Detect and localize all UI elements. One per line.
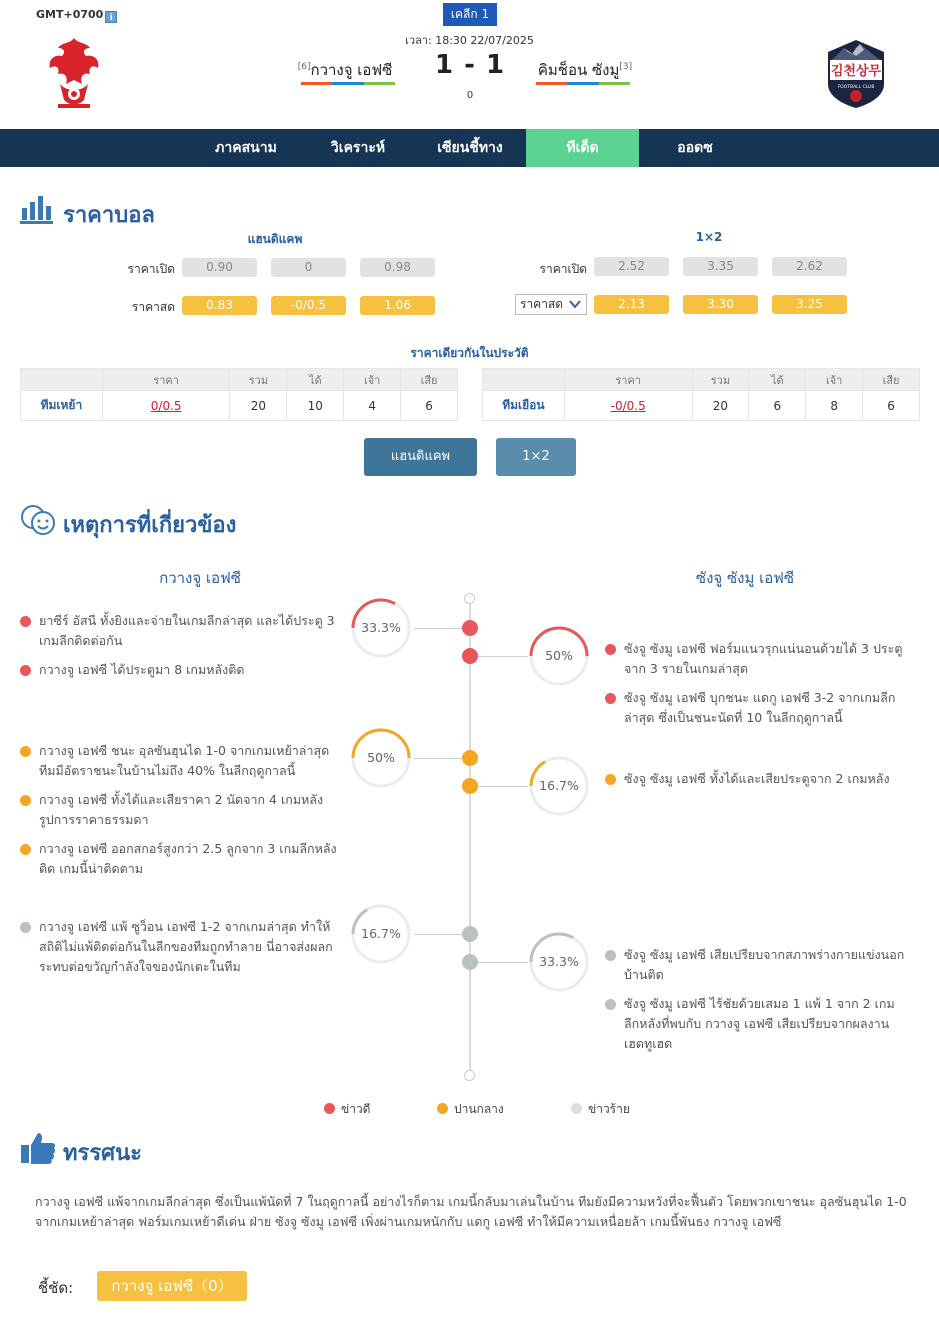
connector (478, 962, 528, 963)
nav-tab-2[interactable]: เซียนชี้ทาง (437, 140, 503, 156)
away-logo-subtext: FOOTBALL CLUB (837, 85, 875, 90)
connector (414, 934, 462, 935)
connector (414, 628, 462, 629)
home-bad-gauge: 16.7% (350, 903, 412, 965)
timeline-node (462, 750, 478, 766)
history-title: ราคาเดียวกันในประวัติ (410, 346, 529, 360)
home-team-logo (40, 34, 108, 112)
table-row (21, 391, 458, 421)
events-away-team: ซังจู ซังมู เอฟซี (695, 569, 795, 587)
team-cell: ทีมเหย้า (21, 391, 103, 421)
draw-cell: 8 (806, 391, 863, 421)
handicap-title: แฮนดิแคพ (247, 232, 303, 246)
connector (414, 758, 462, 759)
list-item: ซังจู ซังมู เอฟซี บุกชนะ แดกู เอฟซี 3-2 จากเกมลีกล่าสุด ซึ่งเป็นชนะนัดที่ 10 ในลีกฤดูกาลนี้ (605, 688, 905, 728)
draw-cell: 4 (344, 391, 401, 421)
onextwo-open-away: 2.62 (772, 257, 847, 276)
list-item: กวางจู เอฟซี ออกสกอร์สูงกว่า 2.5 ลูกจาก 3 เกมลีกหลังติด เกมนี้น่าติดตาม (20, 839, 340, 879)
opinion-text: กวางจู เอฟซี แพ้จากเกมลีกล่าสุด ซึ่งเป็นแพ้นัดที่ 7 ในฤดูกาลนี้ อย่างไรก็ตาม เกมนี้กลับมาเล่นในบ้าน ทีมยังมีความหวังที่จะฟื้นตัว โดยพวกเขาชนะ อุลซันฮุนได 1-0 จากเกมเหย้าล่าสุด ฟอร์มเกมเหย้าดีเด่น ฝ่าย ซังจู ซังมู เอฟซี เพิ่งผ่านเกมหนักกับ แดกู เอฟซี ทำให้มีความเหนื่อยล้า เกมนี้พันธง กวางจู เอฟซี (35, 1194, 907, 1229)
odds-link[interactable]: -0/0.5 (564, 391, 692, 421)
table-header: ได้ (749, 369, 806, 391)
away-good-gauge: 50% (528, 625, 590, 687)
nav-tab-3[interactable]: ทีเด็ด (526, 129, 639, 167)
pick-badge: กวางจู เอฟซี（0） (97, 1271, 247, 1301)
timeline-end (464, 1070, 475, 1081)
onextwo-open-label: ราคาเปิด (539, 262, 587, 276)
legend-good: ข่าวดี (324, 1100, 370, 1119)
handicap-button[interactable]: แฮนดิแคพ (364, 438, 477, 476)
table-header: เสีย (401, 369, 458, 391)
league-badge[interactable]: เคลีก 1 (443, 3, 497, 26)
bar-chart-icon (20, 196, 54, 224)
table-header: รวม (230, 369, 287, 391)
loss-cell: 6 (863, 391, 920, 421)
table-header: ราคา (564, 369, 692, 391)
odds-link[interactable]: 0/0.5 (102, 391, 230, 421)
handicap-live-line: -0/0.5 (271, 296, 346, 315)
timeline-node (462, 926, 478, 942)
timeline-line (469, 597, 471, 1075)
timeline-node (462, 648, 478, 664)
list-item: กวางจู เอฟซี แพ้ ซูว็อน เอฟซี 1-2 จากเกมล่าสุด ทำให้สถิติไม่แพ้ติดต่อกันในลีกของทีมถูกทำลาย นี่อาจส่งผลกระทบต่อขวัญกำลังใจของนักเตะในทีม (20, 917, 340, 977)
list-item: ยาซีร์ อัสนี ทั้งยิงและจ่ายในเกมลีกล่าสุด และได้ประตู 3 เกมลีกติดต่อกัน (20, 611, 340, 651)
odds-type-select[interactable]: ราคาสด (515, 294, 587, 315)
list-item: กวางจู เอฟซี ชนะ อุลซันฮุนได 1-0 จากเกมเหย้าล่าสุด ทีมมีอัตราชนะในบ้านไม่ถึง 40% ในลีกฤดูกาลนี้ (20, 741, 340, 781)
odds-section-title: ราคาบอล (63, 203, 155, 228)
half-time-score: 0 (466, 90, 474, 101)
connector (478, 786, 528, 787)
onextwo-live-home: 2.13 (594, 295, 669, 314)
match-score: 1 - 1 (434, 50, 506, 80)
table-header (483, 369, 565, 391)
pick-label: ชี้ชัด: (38, 1279, 74, 1297)
onextwo-live-draw: 3.30 (683, 295, 758, 314)
opinion-section-title: ทรรศนะ (63, 1141, 142, 1166)
history-table-away (482, 368, 920, 421)
timeline-node (462, 620, 478, 636)
list-item: ซังจู ซังมู เอฟซี เสียเปรียบจากสภาพร่างกายแข่งนอกบ้านติด (605, 945, 905, 985)
legend-neutral: ปานกลาง (437, 1100, 504, 1119)
onextwo-live-away: 3.25 (772, 295, 847, 314)
win-cell: 6 (749, 391, 806, 421)
list-item: กวางจู เอฟซี ทั้งได้และเสียราคา 2 นัดจาก 4 เกมหลังรูปการราคาธรรมดา (20, 790, 340, 830)
away-team-name[interactable]: คิมช็อน ซังมู[3] (537, 61, 633, 79)
home-neutral-gauge: 50% (350, 727, 412, 789)
timeline-node (462, 778, 478, 794)
onextwo-open-draw: 3.35 (683, 257, 758, 276)
onextwo-title: 1×2 (695, 230, 723, 244)
events-home-team: กวางจู เอฟซี (159, 569, 241, 587)
connector (478, 656, 528, 657)
history-table-home (20, 368, 458, 421)
win-cell: 10 (287, 391, 344, 421)
loss-cell: 6 (401, 391, 458, 421)
handicap-live-home: 0.83 (182, 296, 257, 315)
handicap-open-label: ราคาเปิด (127, 262, 175, 276)
table-header (21, 369, 103, 391)
table-row (483, 391, 920, 421)
table-header: รวม (692, 369, 749, 391)
away-logo-text: 김천상무 (830, 64, 882, 79)
list-item: ซังจู ซังมู เอฟซี ทั้งได้และเสียประตูจาก 2 เกมหลัง (605, 769, 905, 789)
info-icon[interactable]: i (105, 11, 117, 23)
total-cell: 20 (692, 391, 749, 421)
list-item: ซังจู ซังมู เอฟซี ไร้ชัยด้วยเสมอ 1 แพ้ 1 จาก 2 เกมลีกหลังที่พบกับ กวางจู เอฟซี เสียเปรียบจากผลงานเฮดทูเฮด (605, 994, 905, 1054)
nav-tab-0[interactable]: ภาคสนาม (215, 140, 277, 156)
faces-icon (20, 504, 56, 536)
timeline-node (462, 954, 478, 970)
timeline-start (464, 593, 475, 604)
onextwo-open-home: 2.52 (594, 257, 669, 276)
table-header: เจ้า (806, 369, 863, 391)
match-time: เวลา: 18:30 22/07/2025 (405, 34, 534, 47)
events-section-title: เหตุการที่เกี่ยวข้อง (63, 513, 237, 538)
table-header: เสีย (863, 369, 920, 391)
list-item: ซังจู ซังมู เอฟซี ฟอร์มแนวรุกแน่นอนด้วยได้ 3 ประตูจาก 3 รายในเกมล่าสุด (605, 639, 905, 679)
thumbs-up-icon (20, 1131, 56, 1165)
handicap-live-away: 1.06 (360, 296, 435, 315)
onextwo-button[interactable]: 1×2 (496, 438, 576, 476)
away-name-underline (536, 82, 630, 85)
away-neutral-gauge: 16.7% (528, 755, 590, 817)
handicap-open-home: 0.90 (182, 258, 257, 277)
nav-tab-4[interactable]: ออดซ (677, 140, 713, 156)
away-team-logo (822, 38, 890, 110)
table-header: ราคา (102, 369, 230, 391)
handicap-open-line: 0 (271, 258, 346, 277)
handicap-live-label: ราคาสด (131, 300, 175, 314)
timezone-label: GMT+0700 i (36, 8, 117, 23)
legend-bad: ข่าวร้าย (571, 1100, 630, 1119)
team-cell: ทีมเยือน (483, 391, 565, 421)
home-team-name[interactable]: [6]กวางจู เอฟซี (297, 61, 393, 79)
table-header: ได้ (287, 369, 344, 391)
handicap-open-away: 0.98 (360, 258, 435, 277)
total-cell: 20 (230, 391, 287, 421)
nav-tab-1[interactable]: วิเคราะห์ (330, 140, 386, 156)
home-name-underline (301, 82, 395, 85)
home-good-gauge: 33.3% (350, 597, 412, 659)
away-bad-gauge: 33.3% (528, 931, 590, 993)
main-nav (0, 129, 939, 167)
list-item: กวางจู เอฟซี ได้ประตูมา 8 เกมหลังติด (20, 660, 340, 680)
chevron-down-icon (568, 298, 582, 310)
table-header: เจ้า (344, 369, 401, 391)
